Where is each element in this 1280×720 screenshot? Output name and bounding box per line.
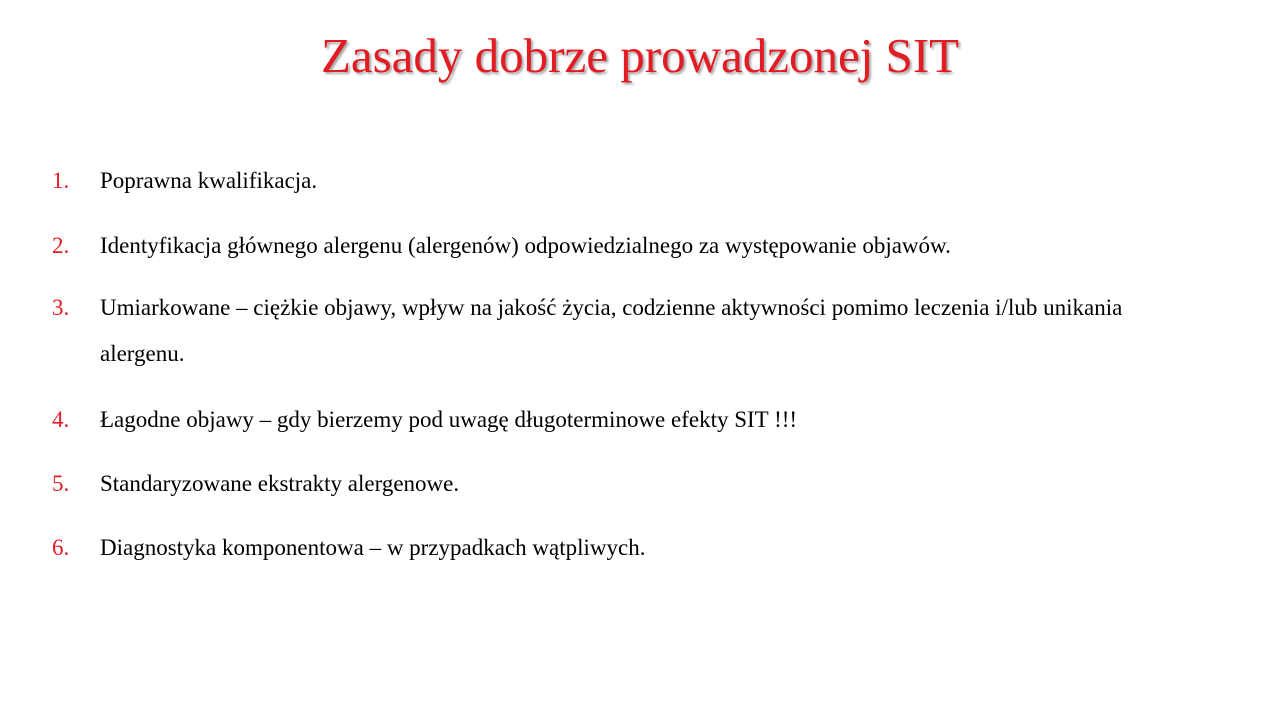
slide-title: Zasady dobrze prowadzonej SIT [320,28,960,83]
list-item-number: 5. [52,471,70,496]
list-item-text: Standaryzowane ekstrakty alergenowe. [100,471,460,496]
list-item-number: 3. [52,295,70,320]
list-item-number: 6. [52,535,70,560]
list-item-text: Diagnostyka komponentowa – w przypadkach wątpliwych. [100,535,646,560]
list-item-text: Poprawna kwalifikacja. [100,168,318,193]
list-item-text: Identyfikacja głównego alergenu (alergenów) odpowiedzialnego za występowanie objawów. [100,233,951,258]
list-item-text: Łagodne objawy – gdy bierzemy pod uwagę długoterminowe efekty SIT !!! [100,407,798,432]
list-item-text: Umiarkowane – ciężkie objawy, wpływ na jakość życia, codzienne aktywności pomimo leczenia i/lub unikania alergenu. [100,295,1123,366]
list-item-number: 1. [52,168,70,193]
list-item-number: 2. [52,233,70,258]
list-item-number: 4. [52,407,70,432]
